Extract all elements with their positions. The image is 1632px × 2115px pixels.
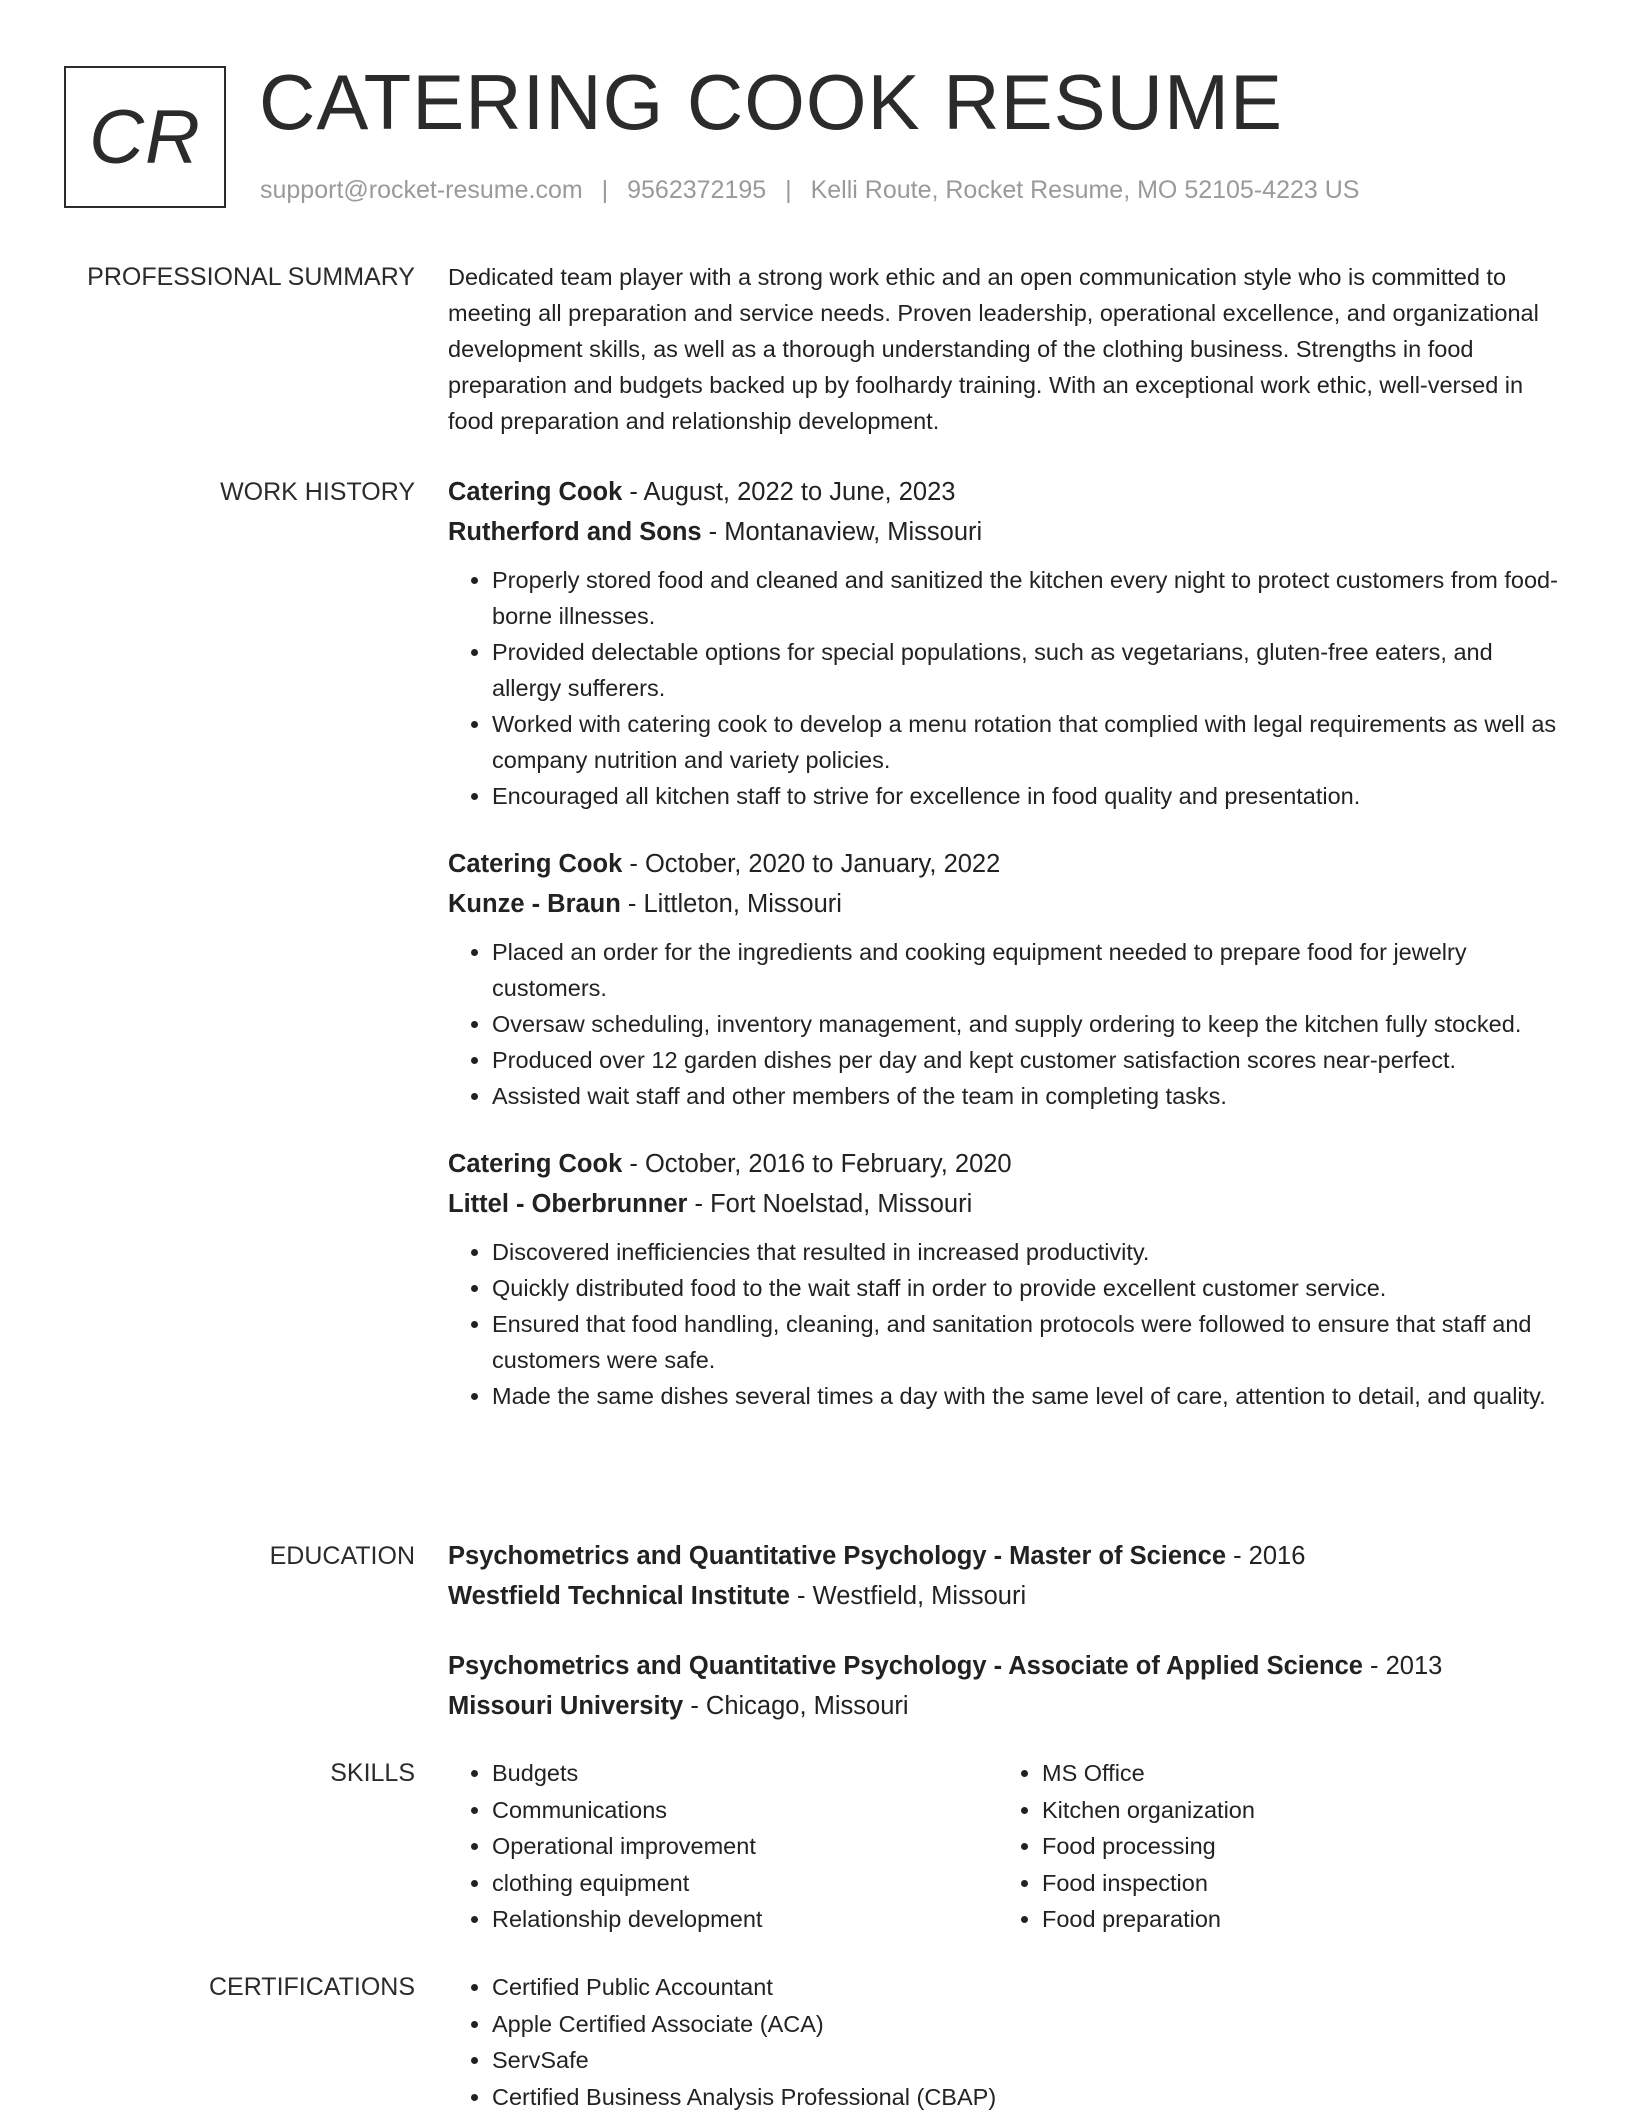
job-company: Littel - Oberbrunner	[448, 1190, 687, 1218]
section-label-education: EDUCATION	[270, 1538, 415, 1574]
job-entry	[448, 472, 1568, 814]
job-bullets	[448, 562, 1568, 814]
job-company: Rutherford and Sons	[448, 518, 702, 546]
resume-title: CATERING COOK RESUME	[259, 56, 1283, 148]
job-bullet: • Discovered inefficiencies that resulted in increased productivity.	[492, 1234, 1568, 1270]
certification-item: • Certified Business Analysis Professional (CBAP)	[492, 2079, 1492, 2115]
job-bullet: • Produced over 12 garden dishes per day and kept customer satisfaction scores near-perfect.	[492, 1042, 1568, 1078]
skill-item: • clothing equipment	[492, 1865, 998, 1902]
skill-item: • Operational improvement	[492, 1828, 998, 1865]
job-company: Kunze - Braun	[448, 890, 621, 918]
job-bullet: • Ensured that food handling, cleaning, and sanitation protocols were followed to ensure that staff and customers were safe.	[492, 1306, 1568, 1378]
summary-text: Dedicated team player with a strong work ethic and an open communication style who is committed to meeting all preparation and service needs. Proven leadership, operational excellence, and organizational development skills, as well as a thorough understanding of the clothing business. Strengths in food preparation and budgets backed up by foolhardy training. With an exceptional work ethic, well-versed in food preparation and relationship development.	[448, 259, 1568, 439]
job-location: - Fort Noelstad, Missouri	[687, 1190, 972, 1218]
job-title: Catering Cook	[448, 1150, 622, 1178]
contact-line	[260, 176, 1359, 205]
section-label-work-history: WORK HISTORY	[220, 474, 415, 510]
skill-item: • Kitchen organization	[1042, 1792, 1548, 1829]
section-label-summary: PROFESSIONAL SUMMARY	[87, 259, 415, 295]
education-location: - Chicago, Missouri	[683, 1692, 908, 1720]
job-bullet: • Oversaw scheduling, inventory management, and supply ordering to keep the kitchen fully stocked.	[492, 1006, 1568, 1042]
job-bullet: • Provided delectable options for special populations, such as vegetarians, gluten-free eaters, and allergy sufferers.	[492, 634, 1568, 706]
job-bullet: • Made the same dishes several times a day with the same level of care, attention to detail, and quality.	[492, 1378, 1568, 1414]
monogram-logo: CR	[64, 66, 226, 208]
job-title-line	[448, 1144, 1568, 1184]
job-dates: - October, 2016 to February, 2020	[622, 1150, 1011, 1178]
contact-address: Kelli Route, Rocket Resume, MO 52105-4223 US	[811, 176, 1360, 204]
skills-list-left	[448, 1755, 998, 1938]
contact-email[interactable]: support@rocket-resume.com	[260, 176, 583, 204]
education-school-line	[448, 1576, 1568, 1616]
education-year: - 2016	[1226, 1542, 1305, 1570]
job-company-line	[448, 512, 1568, 552]
education-degree: Psychometrics and Quantitative Psychology - Master of Science	[448, 1542, 1226, 1570]
education-location: - Westfield, Missouri	[790, 1582, 1026, 1610]
job-title: Catering Cook	[448, 478, 622, 506]
job-bullet: • Quickly distributed food to the wait staff in order to provide excellent customer service.	[492, 1270, 1568, 1306]
job-bullet: • Placed an order for the ingredients and cooking equipment needed to prepare food for jewelry customers.	[492, 934, 1568, 1006]
education-degree-line	[448, 1646, 1568, 1686]
skills-columns	[448, 1755, 1568, 1938]
job-location: - Littleton, Missouri	[621, 890, 842, 918]
skill-item: • Food preparation	[1042, 1901, 1548, 1938]
certifications-columns	[448, 1969, 1568, 2115]
section-label-certifications: CERTIFICATIONS	[209, 1969, 415, 2005]
job-bullets	[448, 934, 1568, 1114]
certification-item: • Certified Public Accountant	[492, 1969, 1492, 2006]
education-degree: Psychometrics and Quantitative Psychology - Associate of Applied Science	[448, 1652, 1363, 1680]
skill-item: • MS Office	[1042, 1755, 1548, 1792]
skill-item: • Budgets	[492, 1755, 998, 1792]
contact-phone[interactable]: 9562372195	[627, 176, 766, 204]
job-title-line	[448, 844, 1568, 884]
education-school: Westfield Technical Institute	[448, 1582, 790, 1610]
job-bullet: • Encouraged all kitchen staff to strive for excellence in food quality and presentation.	[492, 778, 1568, 814]
job-location: - Montanaview, Missouri	[702, 518, 983, 546]
job-title-line	[448, 472, 1568, 512]
job-company-line	[448, 1184, 1568, 1224]
certifications-list	[448, 1969, 1492, 2115]
summary-body	[448, 259, 1568, 439]
education-entry	[448, 1536, 1568, 1616]
skill-item: • Relationship development	[492, 1901, 998, 1938]
job-entry	[448, 844, 1568, 1114]
job-dates: - October, 2020 to January, 2022	[622, 850, 1000, 878]
education-degree-line	[448, 1536, 1568, 1576]
certifications-body	[448, 1969, 1568, 2115]
education-body	[448, 1536, 1568, 1726]
job-dates: - August, 2022 to June, 2023	[622, 478, 955, 506]
work-history-body	[448, 472, 1568, 1414]
contact-separator: |	[590, 176, 621, 204]
certification-item: • Apple Certified Associate (ACA)	[492, 2006, 1492, 2043]
job-title: Catering Cook	[448, 850, 622, 878]
contact-separator: |	[773, 176, 804, 204]
education-year: - 2013	[1363, 1652, 1442, 1680]
job-entry	[448, 1144, 1568, 1414]
job-bullet: • Worked with catering cook to develop a menu rotation that complied with legal requirements as well as company nutrition and variety policies.	[492, 706, 1568, 778]
section-label-skills: SKILLS	[330, 1755, 415, 1791]
certification-item: • ServSafe	[492, 2042, 1492, 2079]
education-school-line	[448, 1686, 1568, 1726]
skill-item: • Communications	[492, 1792, 998, 1829]
job-bullets	[448, 1234, 1568, 1414]
skills-body	[448, 1755, 1568, 1938]
skill-item: • Food inspection	[1042, 1865, 1548, 1902]
education-entry	[448, 1646, 1568, 1726]
education-school: Missouri University	[448, 1692, 683, 1720]
job-company-line	[448, 884, 1568, 924]
job-bullet: • Properly stored food and cleaned and sanitized the kitchen every night to protect customers from food-borne illnesses.	[492, 562, 1568, 634]
skills-list-right	[998, 1755, 1548, 1938]
job-bullet: • Assisted wait staff and other members of the team in completing tasks.	[492, 1078, 1568, 1114]
skill-item: • Food processing	[1042, 1828, 1548, 1865]
